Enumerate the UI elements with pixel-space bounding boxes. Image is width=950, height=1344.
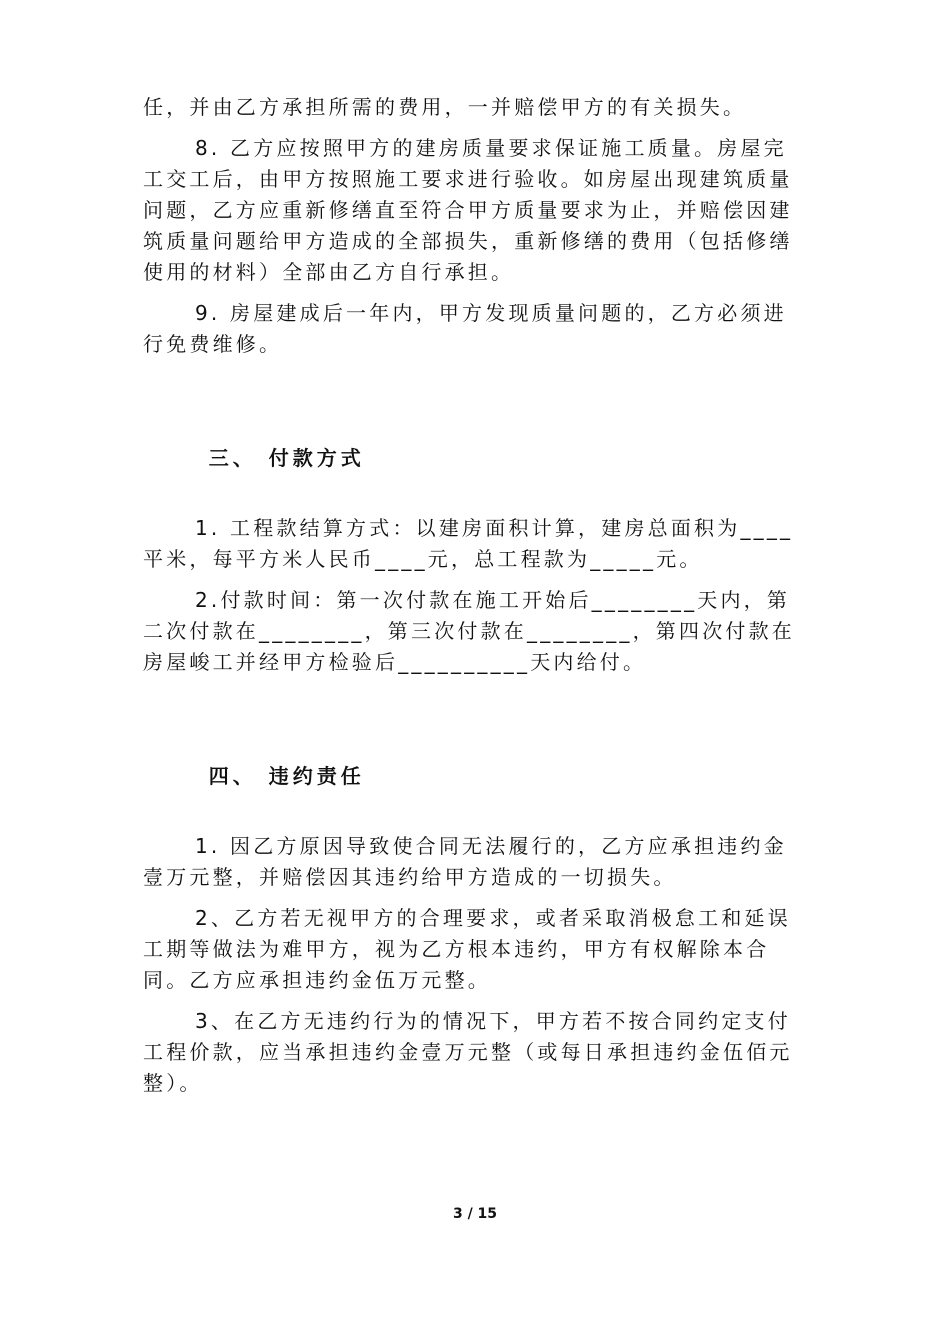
section-heading-liability xyxy=(143,730,803,823)
liability-clause-3: 3、在乙方无违约行为的情况下，甲方若不按合同约定支付工程价款，应当承担违约金壹万元整（或每日承担违约金伍佰元整）。 xyxy=(143,1009,793,1095)
paragraph-continuation: 任，并由乙方承担所需的费用，一并赔偿甲方的有关损失。 xyxy=(143,95,747,119)
section-number: 三、 xyxy=(208,446,257,470)
liability-clause-2: 2、乙方若无视甲方的合理要求，或者采取消极怠工和延误工期等做法为难甲方，视为乙方根本违约，甲方有权解除本合同。乙方应承担违约金伍万元整。 xyxy=(143,906,791,992)
section-heading-payment xyxy=(143,412,803,505)
liability-clause-1: 1. 因乙方原因导致使合同无法履行的，乙方应承担违约金壹万元整，并赔偿因其违约给甲方造成的一切损失。 xyxy=(143,834,787,889)
document-body xyxy=(143,92,803,1099)
payment-clause-2: 2.付款时间：第一次付款在施工开始后________天内，第二次付款在________，第三次付款在________，第四次付款在房屋峻工并经甲方检验后__________天内给付。 xyxy=(143,588,795,674)
paragraph-item-9: 9. 房屋建成后一年内，甲方发现质量问题的，乙方必须进行免费维修。 xyxy=(143,301,787,356)
section-title: 违约责任 xyxy=(268,764,365,788)
section-number: 四、 xyxy=(208,764,257,788)
page-indicator: 3 / 15 xyxy=(452,1206,498,1222)
section-title: 付款方式 xyxy=(268,446,365,470)
paragraph-item-8: 8. 乙方应按照甲方的建房质量要求保证施工质量。房屋完工交工后，由甲方按照施工要求进行验收。如房屋出现建筑质量问题，乙方应重新修缮直至符合甲方质量要求为止，并赔偿因建筑质量问题给甲方造成的全部损失，重新修缮的费用（包括修缮使用的材料）全部由乙方自行承担。 xyxy=(143,136,793,284)
payment-clause-1: 1. 工程款结算方式：以建房面积计算，建房总面积为____平米，每平方米人民币____元，总工程款为_____元。 xyxy=(143,516,794,571)
